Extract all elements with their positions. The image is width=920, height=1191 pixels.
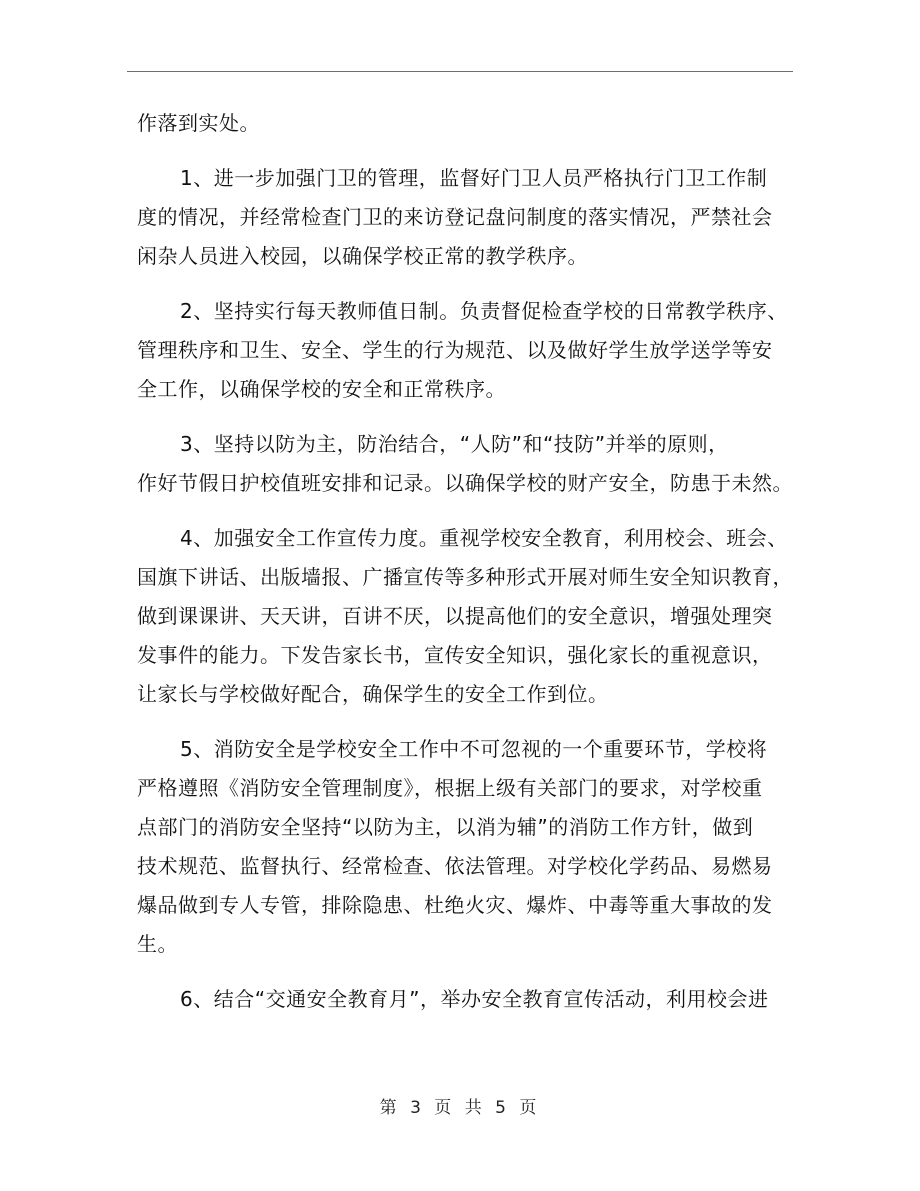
- paragraph-line: 让家长与学校做好配合，确保学生的安全工作到位。: [137, 682, 609, 706]
- page-number: 第 3 页 共 5 页: [379, 1098, 541, 1118]
- paragraph-line: 1、进一步加强门卫的管理，监督好门卫人员严格执行门卫工作制: [180, 166, 768, 190]
- paragraph-3: [137, 292, 789, 409]
- paragraph-line: 点部门的消防安全坚持“以防为主，以消为辅”的消防工作方针，做到: [137, 815, 754, 839]
- paragraph-line: 生。: [137, 932, 178, 956]
- paragraph-line: 严格遵照《消防安全管理制度》，根据上级有关部门的要求，对学校重: [137, 776, 763, 800]
- paragraph-line: 闲杂人员进入校园，以确保学校正常的教学秩序。: [137, 244, 588, 268]
- paragraph-line: 国旗下讲话、出版墙报、广播宣传等多种形式开展对师生安全知识教育，: [137, 565, 793, 589]
- paragraph-line: 2、坚持实行每天教师值日制。负责督促检查学校的日常教学秩序、: [180, 299, 788, 323]
- paragraph-1: [137, 104, 789, 143]
- paragraph-line: 3、坚持以防为主，防治结合，“人防”和“技防”并举的原则，: [180, 432, 729, 456]
- document-body: [137, 104, 793, 1035]
- paragraph-line: 技术规范、监督执行、经常检查、依法管理。对学校化学药品、易燃易: [137, 854, 773, 878]
- paragraph-2: [137, 159, 789, 276]
- paragraph-line: 作好节假日护校值班安排和记录。以确保学校的财产安全，防患于未然。: [137, 471, 793, 495]
- paragraph-6: [137, 730, 789, 964]
- paragraph-line: 6、结合“交通安全教育月”，举办安全教育宣传活动，利用校会进: [180, 987, 769, 1011]
- paragraph-line: 作落到实处。: [137, 111, 260, 135]
- paragraph-line: 爆品做到专人专管，排除隐患、杜绝火灾、爆炸、中毒等重大事故的发: [137, 893, 773, 917]
- paragraph-line: 4、加强安全工作宣传力度。重视学校安全教育，利用校会、班会、: [180, 526, 788, 550]
- paragraph-line: 度的情况，并经常检查门卫的来访登记盘问制度的落实情况，严禁社会: [137, 205, 773, 229]
- paragraph-7: [137, 980, 789, 1019]
- paragraph-line: 发事件的能力。下发告家长书，宣传安全知识，强化家长的重视意识，: [137, 643, 773, 667]
- paragraph-line: 5、消防安全是学校安全工作中不可忽视的一个重要环节，学校将: [180, 737, 768, 761]
- paragraph-line: 管理秩序和卫生、安全、学生的行为规范、以及做好学生放学送学等安: [137, 338, 773, 362]
- header-rule: [127, 71, 793, 72]
- paragraph-4: [137, 425, 793, 503]
- paragraph-line: 全工作，以确保学校的安全和正常秩序。: [137, 377, 506, 401]
- paragraph-5: [137, 519, 793, 714]
- paragraph-line: 做到课课讲、天天讲，百讲不厌，以提高他们的安全意识，增强处理突: [137, 604, 773, 628]
